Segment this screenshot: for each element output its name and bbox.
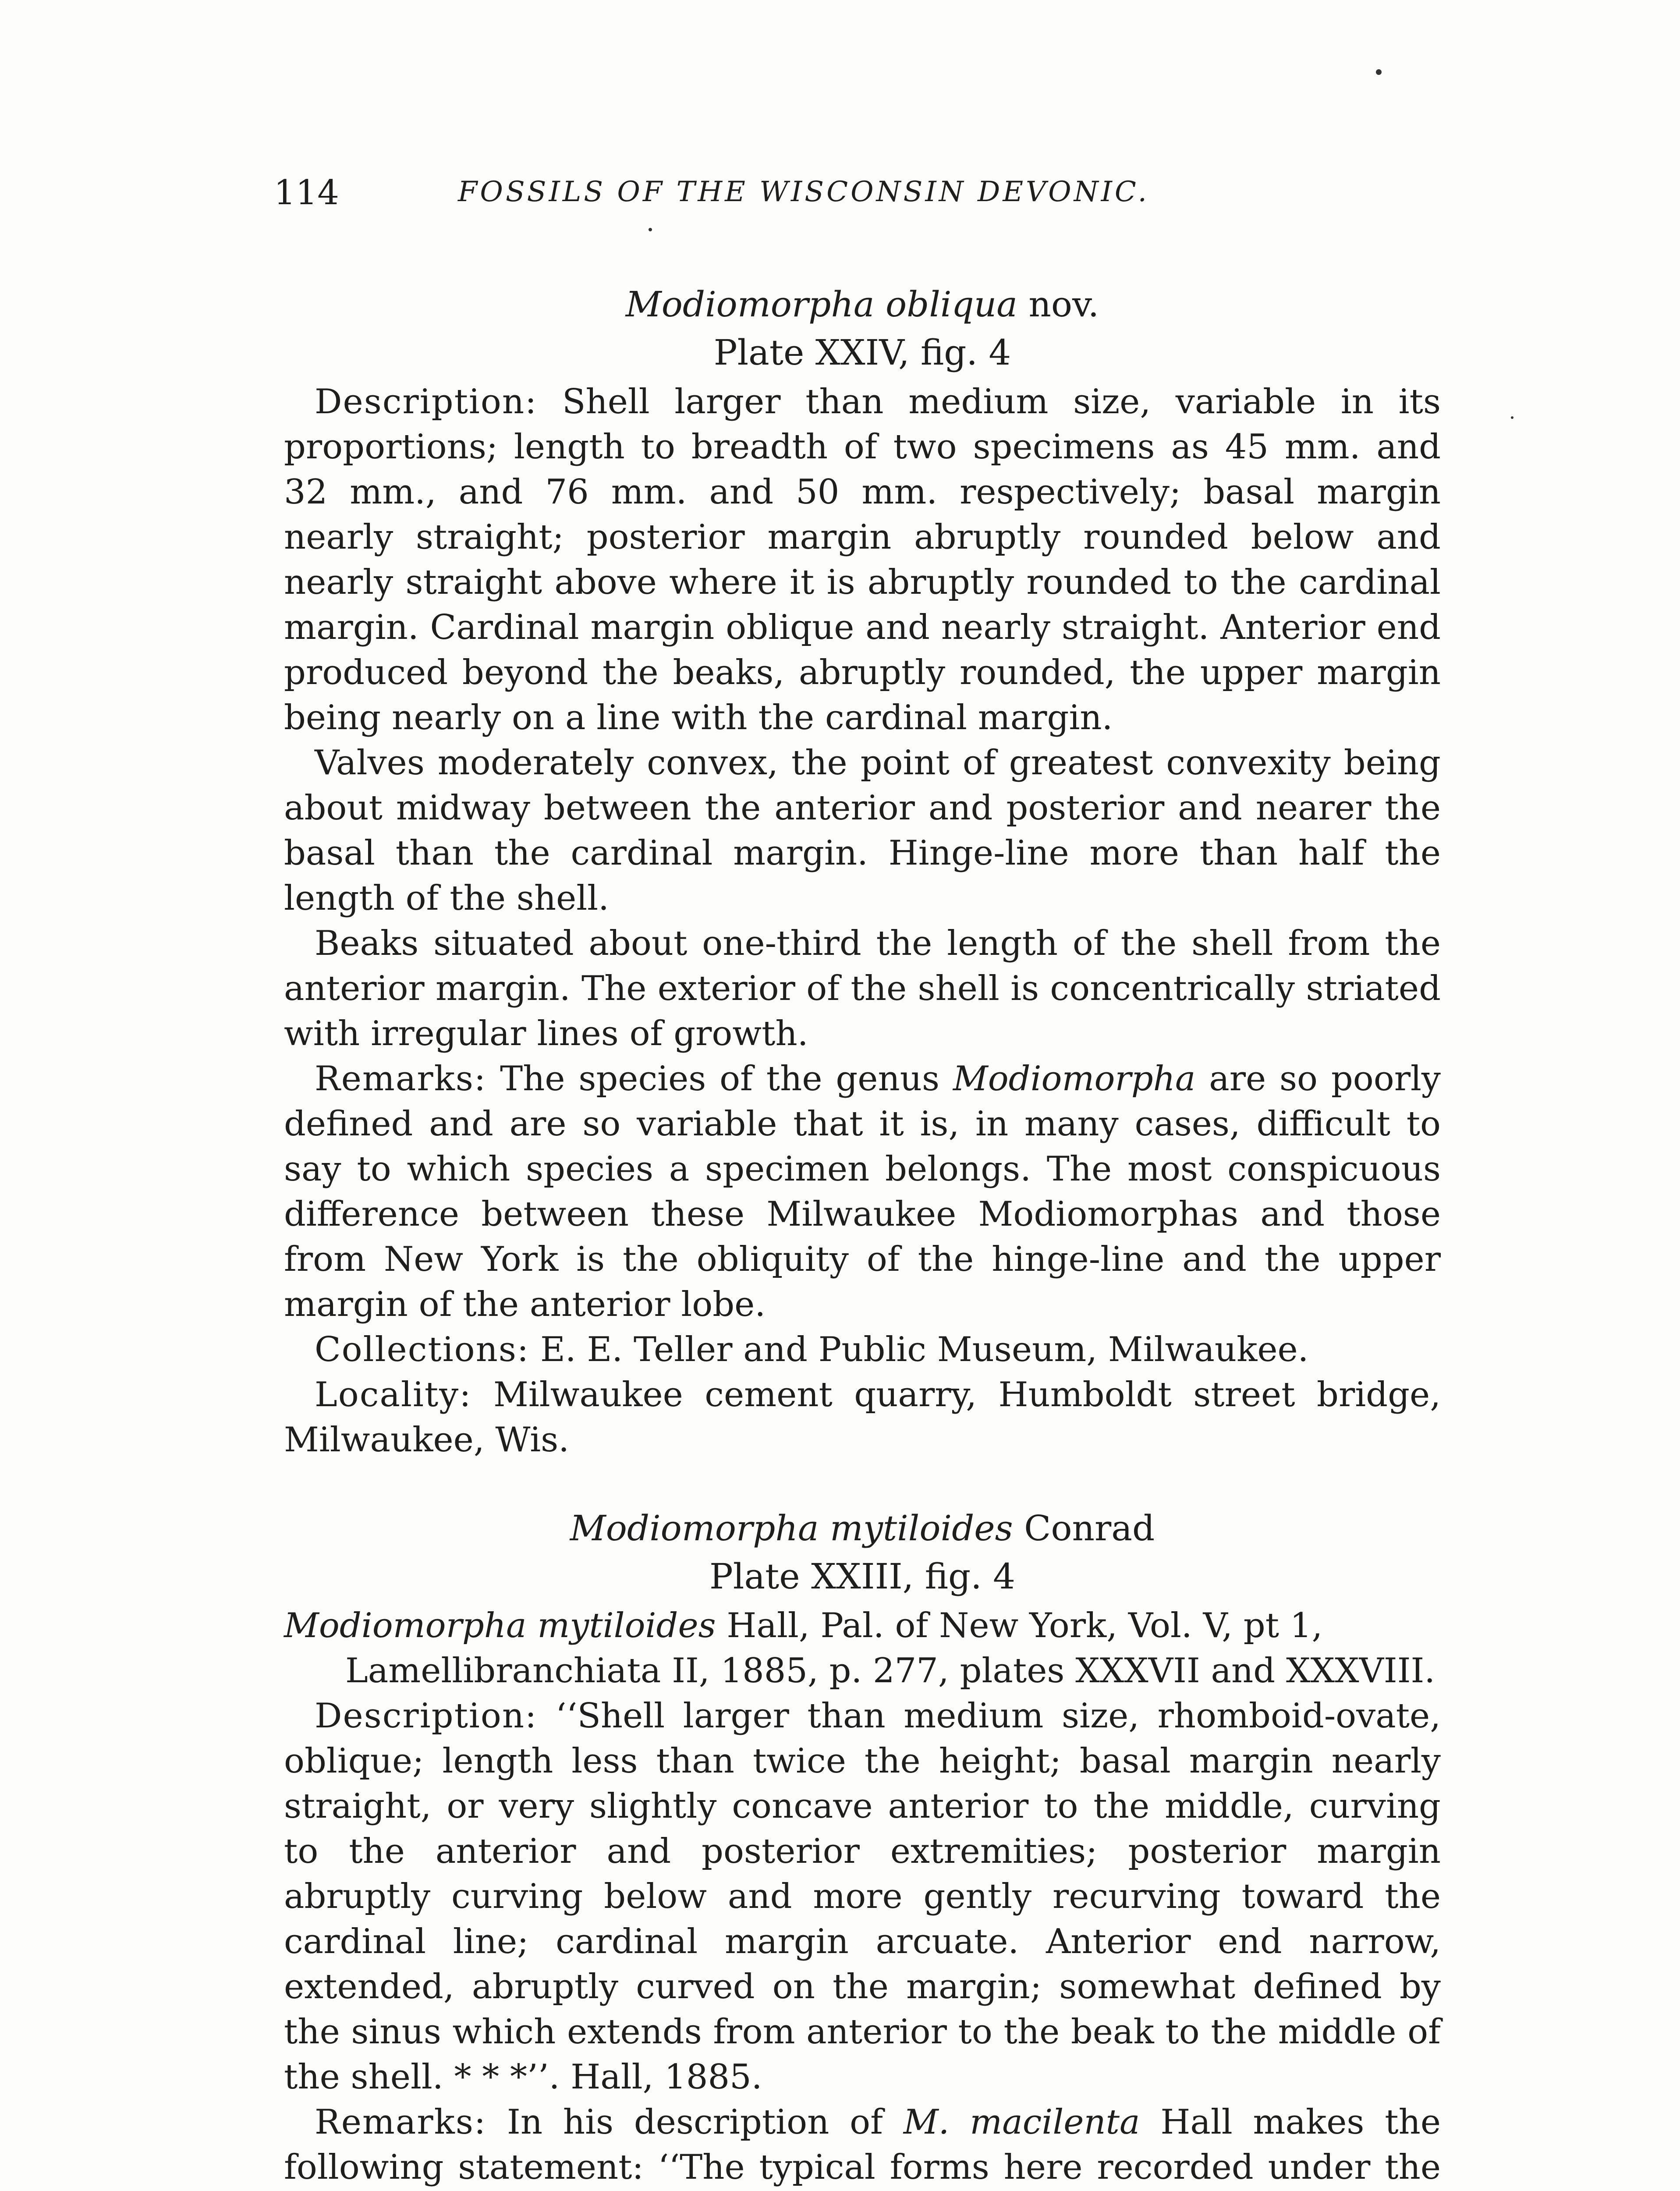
species-heading xyxy=(284,1504,1441,1553)
remarks-species: M. macilenta xyxy=(903,2102,1140,2142)
remarks-text: The species of the genus xyxy=(486,1059,953,1099)
locality-paragraph xyxy=(284,1372,1441,1463)
ink-speck xyxy=(1511,416,1513,419)
remarks-label: Remarks: xyxy=(315,1059,487,1099)
species-name: Modiomorpha mytiloides xyxy=(570,1508,1013,1549)
ink-speck xyxy=(649,228,652,231)
collections-text: E. E. Teller and Public Museum, Milwaukee. xyxy=(529,1330,1309,1369)
collections-paragraph xyxy=(284,1327,1441,1372)
synonymy-citation xyxy=(284,1603,1441,1694)
remarks-paragraph xyxy=(284,1057,1441,1327)
locality-text: Milwaukee cement quarry, Humboldt street bridge, Milwaukee, Wis. xyxy=(284,1375,1441,1460)
species-author: nov. xyxy=(1017,284,1099,325)
running-header xyxy=(274,173,1457,221)
section-gap xyxy=(284,1463,1441,1504)
remarks-genus: Modiomorpha xyxy=(953,1059,1196,1099)
ink-speck xyxy=(1376,69,1382,75)
species-name: Modiomorpha obliqua xyxy=(625,284,1017,325)
citation-species: Modiomorpha mytiloides xyxy=(284,1606,716,1645)
remarks-paragraph xyxy=(284,2100,1441,2191)
valves-paragraph: Valves moderately convex, the point of greatest convexity being about midway between the anterior and posterior and nearer the basal than the cardinal margin. Hinge-line more than half the length of the shell. xyxy=(284,743,1441,918)
remarks-label: Remarks: xyxy=(315,2102,487,2142)
page-number: 114 xyxy=(274,173,339,213)
remarks-text: are so poorly defined and are so variable that it is, in many cases, difficult to say to which species a specimen belongs. The most conspicuous difference between these Milwaukee Modiomorphas and those from New York is the obliquity of the hinge-line and the upper margin of the anterior lobe. xyxy=(284,1059,1441,1324)
description-text: Shell larger than medium size, variable in its proportions; length to breadth of two specimens as 45 mm. and 32 mm., and 76 mm. and 50 mm. respectively; basal margin nearly straight; posterior margin abruptly rounded below and nearly straight above where it is abruptly rounded to the cardinal margin. Cardinal margin oblique and nearly straight. Anterior end produced beyond the beaks, abruptly rounded, the upper margin being nearly on a line with the cardinal margin. xyxy=(284,382,1441,737)
description-paragraph xyxy=(284,1694,1441,2100)
species-heading xyxy=(284,280,1441,329)
beaks-paragraph: Beaks situated about one-third the length of the shell from the anterior margin. The exterior of the shell is concentrically striated with irregular lines of growth. xyxy=(284,924,1441,1053)
description-text: ‘‘Shell larger than medium size, rhomboid-ovate, oblique; length less than twice the height; basal margin nearly straight, or very slightly concave anterior to the middle, curving to the anterior and posterior extremities; posterior margin abruptly curving below and more gently recurving toward the cardinal line; cardinal margin arcuate. Anterior end narrow, extended, abruptly curved on the margin; somewhat defined by the sinus which extends from anterior to the beak to the middle of the shell. * * *’’. Hall, 1885. xyxy=(284,1696,1441,2097)
main-text xyxy=(284,280,1441,2191)
collections-label: Collections: xyxy=(315,1330,530,1369)
description-label: Description: xyxy=(315,1696,538,1736)
description-label: Description: xyxy=(315,382,538,422)
running-title: FOSSILS OF THE WISCONSIN DEVONIC. xyxy=(458,176,1149,208)
species-author: Conrad xyxy=(1013,1508,1155,1549)
plate-reference: Plate XXIV, fig. 4 xyxy=(713,332,1011,373)
plate-reference: Plate XXIII, fig. 4 xyxy=(709,1556,1015,1597)
locality-label: Locality: xyxy=(315,1375,472,1415)
description-paragraph xyxy=(284,379,1441,741)
remarks-text: Hall makes the following statement: ‘‘The typical forms here recorded under the xyxy=(284,2102,1441,2187)
remarks-text: In his description of xyxy=(486,2102,904,2142)
citation-text: Hall, Pal. of New York, Vol. V, pt 1, Lamellibranchiata II, 1885, p. 277, plates XXXVII and XXXVIII. xyxy=(345,1606,1435,1691)
